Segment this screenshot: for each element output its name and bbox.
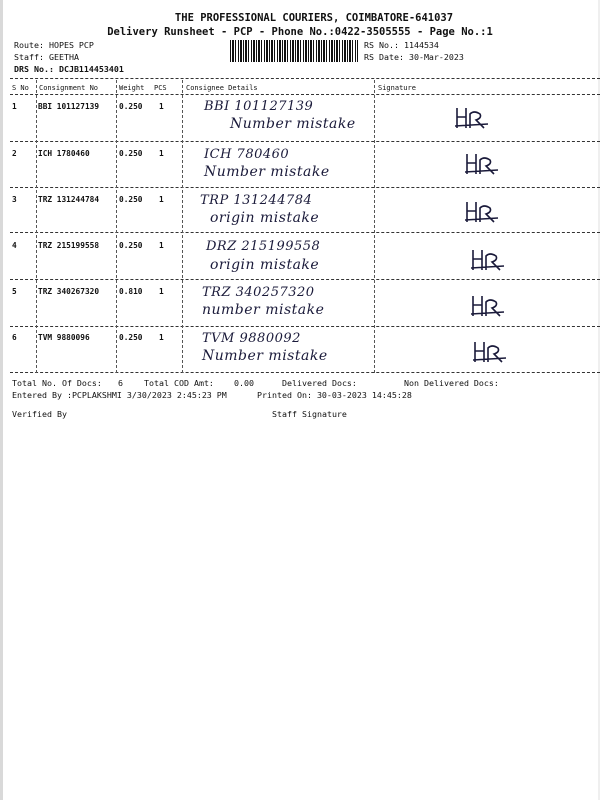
row-divider (10, 326, 600, 327)
company-title: THE PROFESSIONAL COURIERS, COIMBATORE-641037 (174, 12, 454, 24)
column-divider (36, 80, 37, 373)
signature-mark (454, 104, 492, 130)
staff-label: Staff: GEETHA (14, 52, 79, 62)
row-pcs: 1 (159, 195, 164, 204)
handwritten-remark: number mistake (202, 302, 325, 318)
col-header-consignment: Consignment No (39, 84, 99, 92)
printed-on: Printed On: 30-03-2023 14:45:28 (257, 390, 412, 400)
col-header-weight: Weight (119, 84, 145, 92)
total-cod-value: 0.00 (234, 378, 254, 388)
row-weight: 0.250 (119, 241, 143, 250)
col-header-consignee: Consignee Details (186, 84, 258, 92)
handwritten-consignment-note: TRP 131244784 (200, 193, 313, 208)
staff-signature-label: Staff Signature (272, 409, 347, 419)
non-delivered-docs-label: Non Delivered Docs: (404, 378, 499, 388)
row-sno: 2 (12, 149, 17, 158)
column-divider (116, 80, 117, 373)
row-pcs: 1 (159, 102, 164, 111)
verified-by-label: Verified By (12, 409, 67, 419)
column-divider (374, 80, 375, 373)
col-header-signature: Signature (378, 84, 416, 92)
handwritten-consignment-note: TRZ 340257320 (202, 285, 315, 300)
row-divider (10, 187, 600, 188)
handwritten-remark: Number mistake (230, 116, 356, 132)
row-weight: 0.250 (119, 333, 143, 342)
handwritten-consignment-note: TVM 9880092 (202, 331, 301, 346)
row-pcs: 1 (159, 333, 164, 342)
row-sno: 3 (12, 195, 17, 204)
row-consignment-no: TVM 9880096 (38, 333, 90, 342)
handwritten-remark: origin mistake (210, 257, 320, 273)
total-cod-label: Total COD Amt: (144, 378, 214, 388)
row-consignment-no: TRZ 340267320 (38, 287, 100, 296)
total-docs-value: 6 (118, 378, 123, 388)
row-pcs: 1 (159, 287, 164, 296)
col-header-pcs: PCS (154, 84, 167, 92)
row-divider (10, 279, 600, 280)
column-divider (182, 80, 183, 373)
delivered-docs-label: Delivered Docs: (282, 378, 357, 388)
signature-mark (472, 338, 510, 364)
entered-by: Entered By :PCPLAKSHMI 3/30/2023 2:45:23 PM (12, 390, 227, 400)
row-weight: 0.250 (119, 149, 143, 158)
handwritten-remark: Number mistake (202, 348, 328, 364)
route-label: Route: HOPES PCP (14, 40, 94, 50)
row-weight: 0.250 (119, 195, 143, 204)
signature-mark (464, 150, 502, 176)
row-weight: 0.810 (119, 287, 143, 296)
row-sno: 4 (12, 241, 17, 250)
row-pcs: 1 (159, 241, 164, 250)
handwritten-consignment-note: BBI 101127139 (204, 99, 314, 114)
total-docs-label: Total No. Of Docs: (12, 378, 102, 388)
row-pcs: 1 (159, 149, 164, 158)
row-divider (10, 141, 600, 142)
header-rule (10, 94, 600, 95)
handwritten-consignment-note: DRZ 215199558 (206, 239, 321, 254)
col-header-sno: S No (12, 84, 29, 92)
barcode (230, 40, 358, 62)
row-sno: 5 (12, 287, 17, 296)
row-weight: 0.250 (119, 102, 143, 111)
row-consignment-no: TRZ 215199558 (38, 241, 100, 250)
runsheet-subtitle: Delivery Runsheet - PCP - Phone No.:0422-3505555 - Page No.:1 (107, 26, 493, 38)
table-top-rule (10, 78, 600, 79)
row-consignment-no: TRZ 131244784 (38, 195, 100, 204)
signature-mark (464, 198, 502, 224)
row-divider (10, 232, 600, 233)
row-sno: 1 (12, 102, 17, 111)
row-consignment-no: ICH 1780460 (38, 149, 90, 158)
table-bottom-rule (10, 372, 600, 373)
drs-number: DRS No.: DCJB114453401 (14, 64, 124, 74)
handwritten-remark: origin mistake (210, 210, 320, 226)
handwritten-consignment-note: ICH 780460 (204, 147, 290, 162)
scan-edge (0, 0, 3, 800)
row-sno: 6 (12, 333, 17, 342)
rs-number: RS No.: 1144534 (364, 40, 439, 50)
signature-mark (470, 292, 508, 318)
handwritten-remark: Number mistake (204, 164, 330, 180)
rs-date: RS Date: 30-Mar-2023 (364, 52, 464, 62)
row-consignment-no: BBI 101127139 (38, 102, 100, 111)
signature-mark (470, 246, 508, 272)
